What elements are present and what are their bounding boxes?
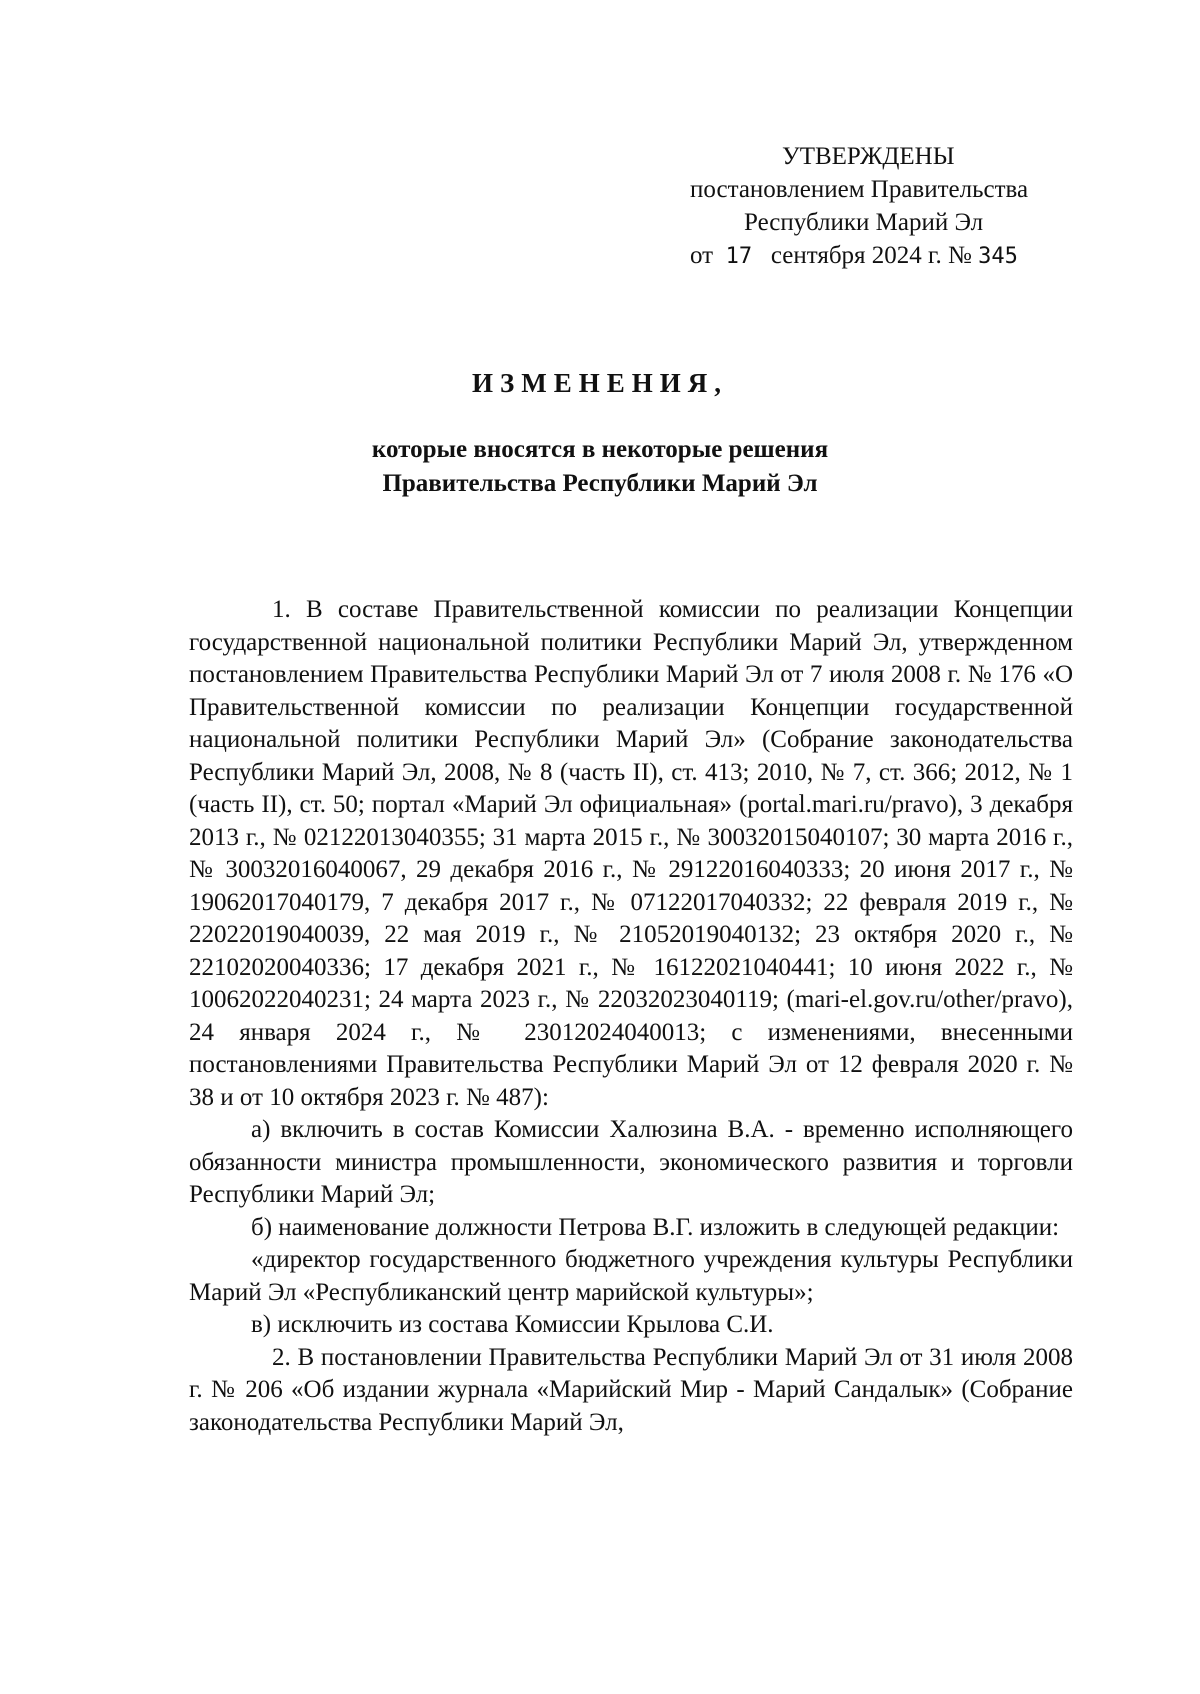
paragraph-1a: а) включить в состав Комиссии Халюзина В.А. - временно исполняющего обязанности министра промышленности, экономического развития и торговли Республики Марий Эл; <box>189 1116 1073 1208</box>
approval-line: постановлением Правительства <box>690 176 1029 203</box>
subtitle-line: Правительства Республики Марий Эл <box>382 470 818 497</box>
paragraph-quote: «директор государственного бюджетного учреждения культуры Республики Марий Эл «Республиканский центр марийской культуры»; <box>189 1246 1073 1306</box>
date-month-year: сентября 2024 г. № <box>770 242 972 269</box>
date-prefix: от <box>690 242 714 269</box>
approval-date-line <box>690 239 1090 273</box>
paragraph-2: 2. В постановлении Правительства Республики Марий Эл от 31 июля 2008 г. № 206 «Об издании журнала «Марийский Мир - Марий Сандалык» (Собрание законодательства Республики Марий Эл, <box>189 1343 1073 1436</box>
date-day: 17 <box>725 244 753 269</box>
resolution-number: 345 <box>978 244 1018 269</box>
approval-line: Республики Марий Эл <box>744 209 984 236</box>
paragraph-1: 1. В составе Правительственной комиссии по реализации Концепции государственной национальной политики Республики Марий Эл, утвержденном постановлением Правительства Республики Марий Эл от 7 июля 2008 г. № 176 «О Правительственной комиссии по реализации Концепции государственной национальной политики Республики Марий Эл» (Собрание законодательства Республики Марий Эл, 2008, № 8 (часть II), ст. 413; 2010, № 7, ст. 366; 2012, № 1 (часть II), ст. 50; портал «Марий Эл официальная» (portal.mari.ru/pravo), 3 декабря 2013 г., № 02122013040355; 31 марта 2015 г., № 30032015040107; 30 марта 2016 г., № 30032016040067, 29 декабря 2016 г., № 29122016040333; 20 июня 2017 г., № 19062017040179, 7 декабря 2017 г., № 07122017040332; 22 февраля 2019 г., № 22022019040039, 22 мая 2019 г., № 21052019040132; 23 октября 2020 г., № 22102020040336; 17 декабря 2021 г., № 16122021040441; 10 июня 2022 г., № 10062022040231; 24 марта 2023 г., № 22032023040119; (mari-el.gov.ru/other/pravo), 24 января 2024 г., № 23012024040013; с изменениями, внесенными постановлениями Правительства Республики Марий Эл от 12 февраля 2020 г. № 38 и от 10 октября 2023 г. № 487): <box>189 596 1073 1111</box>
approval-block <box>690 140 1090 273</box>
approval-heading: УТВЕРЖДЕНЫ <box>782 143 955 170</box>
document-subtitle <box>0 433 1200 501</box>
paragraph-1v: в) исключить из состава Комиссии Крылова С.И. <box>251 1311 774 1338</box>
document-body <box>189 594 1073 1439</box>
document-title: ИЗМЕНЕНИЯ, <box>471 368 728 398</box>
paragraph-1b: б) наименование должности Петрова В.Г. изложить в следующей редакции: <box>251 1213 1060 1241</box>
subtitle-line: которые вносятся в некоторые решения <box>371 436 829 463</box>
